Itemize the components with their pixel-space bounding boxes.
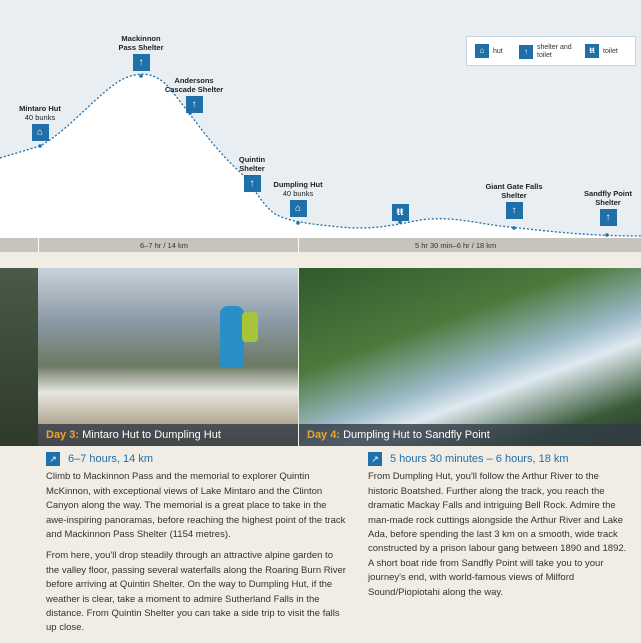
day3-duration: ↗ 6–7 hours, 14 km <box>46 452 346 466</box>
day3-distance: 6–7 hr / 14 km <box>140 241 188 250</box>
day4-paragraph-1: From Dumpling Hut, you'll follow the Arthur River to the historic Boatshed. Further along the track, you reach the dramatic Mackay Falls and intriguing Bell Rock. Admire the man-made rock cuttings alongside the Arthur River and Lake Ada, before spending the last 3 km on a smooth, wide track constructed by a prison labour gang between 1890 and 1892. A short boat ride from Sandfly Point will take you to your journey's end, with world-famous views of Milford Sound/Piopiotahi along the way. <box>368 471 627 598</box>
distance-band <box>0 238 641 252</box>
hut-icon: ⌂ <box>32 124 49 141</box>
day3-paragraph-2: From here, you'll drop steadily through an attractive alpine garden to the valley floor, passing several waterfalls along the Roaring Burn River before arriving at Quintin Shelter. On the way to Dumpling Hut, if the weather is clear, take a moment to admire Sutherland Falls in the distance. From Quintin Shelter you can take a side trip to visit the falls up close. <box>46 550 346 634</box>
arrow-icon: ↗ <box>46 452 60 466</box>
legend-toilet: ŧŧ toilet <box>585 44 618 58</box>
photo-strip <box>0 268 641 446</box>
shelter-icon: ↑ <box>600 209 617 226</box>
day3-paragraph-1: Climb to Mackinnon Pass and the memorial to explorer Quintin McKinnon, with exceptional views of Lake Mintaro and the Clinton Canyon along the way. The memorial is a great place to take in the awe-inspiring panoramas, before reaching the highest point of the track and Mackinnon Pass Shelter (1154 metres). <box>46 471 346 541</box>
backpack <box>242 312 258 342</box>
marker-andersons: Andersons Cascade Shelter ↑ <box>164 76 224 113</box>
marker-mintaro: Mintaro Hut 40 bunks ⌂ <box>10 104 70 141</box>
hiker-figure <box>220 306 244 368</box>
day3-photo <box>38 268 298 446</box>
day4-photo <box>299 268 641 446</box>
toilet-icon: ŧŧ <box>585 44 599 58</box>
shelter-icon: ↑ <box>244 175 261 192</box>
marker-dumpling: Dumpling Hut 40 bunks ⌂ <box>266 180 330 217</box>
elevation-profile <box>0 0 641 238</box>
day4-distance: 5 hr 30 min–6 hr / 18 km <box>415 241 497 250</box>
toilet-icon: ŧŧ <box>392 204 409 221</box>
day4-column <box>368 452 630 607</box>
shelter-icon: ↑ <box>133 54 150 71</box>
day3-column <box>46 452 346 643</box>
legend <box>466 36 636 66</box>
shelter-icon: ↑ <box>186 96 203 113</box>
marker-quintin: Quintin Shelter ↑ <box>230 155 274 192</box>
marker-giantgate: Giant Gate Falls Shelter ↑ <box>484 182 544 219</box>
legend-shelter: ↑ shelter and toilet <box>519 44 581 60</box>
shelter-icon: ↑ <box>519 45 533 59</box>
marker-toilet <box>390 202 410 221</box>
edge-photo <box>0 268 38 446</box>
hut-icon: ⌂ <box>475 44 489 58</box>
legend-hut: ⌂ hut <box>475 44 503 58</box>
shelter-icon: ↑ <box>506 202 523 219</box>
day4-caption: Day 4: Dumpling Hut to Sandfly Point <box>299 424 641 446</box>
marker-mackinnon: Mackinnon Pass Shelter ↑ <box>112 34 170 71</box>
hut-icon: ⌂ <box>290 200 307 217</box>
day4-duration: ↗ 5 hours 30 minutes – 6 hours, 18 km <box>368 452 630 466</box>
arrow-icon: ↗ <box>368 452 382 466</box>
marker-sandfly: Sandfly Point Shelter ↑ <box>580 189 636 226</box>
day3-caption: Day 3: Mintaro Hut to Dumpling Hut <box>38 424 298 446</box>
